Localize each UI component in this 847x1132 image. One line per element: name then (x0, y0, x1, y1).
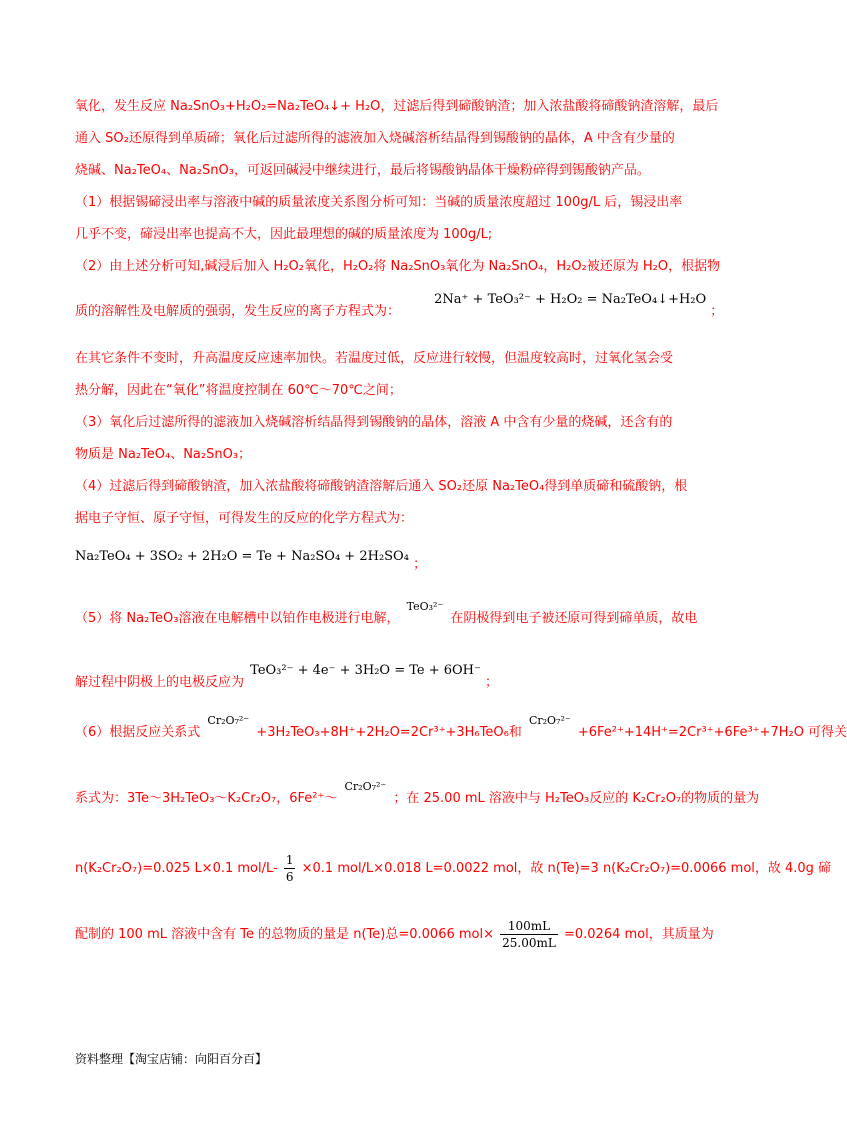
fraction-denominator: 6 (285, 870, 294, 884)
text-line-15 (75, 600, 698, 628)
text-line-11: 物质是 Na₂TeO₄、Na₂SnO₃； (75, 447, 252, 462)
text-line-19 (75, 852, 831, 885)
text-line-13: 据电子守恒、原子守恒，可得发生的反应的化学方程式为： (75, 511, 414, 526)
text-line-2: 通入 SO₂还原得到单质碲；氧化后过滤所得的滤液加入烧碱溶析结晶得到锡酸钠的晶体，A 中含有少量的 (75, 131, 675, 146)
line-7-end: ； (710, 304, 724, 319)
fraction-numerator: 1 (285, 853, 294, 867)
text-line-8: 在其它条件不变时，升高温度反应速率加快。若温度过低，反应进行较慢，但温度较高时，过氧化氢会受 (75, 351, 674, 366)
fraction-volume-denominator: 25.00mL (502, 936, 556, 950)
line-15-text-b: 在阴极得到电子被还原可得到碲单质，故电 (450, 611, 698, 626)
chemical-equation-line (75, 548, 427, 572)
line-19-text-b: ×0.1 mol/L×0.018 L=0.0022 mol，故 n(Te)=3 n(K₂Cr₂O₇)=0.0066 mol，故 4.0g 碲 (301, 861, 832, 876)
line-18-text-b: ；在 25.00 mL 溶液中与 H₂TeO₃反应的 K₂Cr₂O₇的物质的量为 (393, 791, 760, 806)
line-17-text-a: （6）根据反应关系式 (75, 725, 201, 740)
text-line-9: 热分解，因此在“氧化”将温度控制在 60℃～70℃之间； (75, 383, 402, 398)
fraction-one-sixth (284, 852, 296, 885)
text-line-1: 氧化，发生反应 Na₂SnO₃+H₂O₂=Na₂TeO₄↓+ H₂O，过滤后得到碲酸钠渣；加入浓盐酸将碲酸钠渣溶解，最后 (75, 99, 719, 114)
line-16-text: 解过程中阴极上的电极反应为 (75, 675, 245, 690)
text-line-6: （2）由上述分析可知,碱浸后加入 H₂O₂氧化，H₂O₂将 Na₂SnO₃氧化为 Na₂SnO₄，H₂O₂被还原为 H₂O，根据物 (75, 259, 721, 274)
chemical-equation-end: ； (413, 557, 427, 572)
text-line-4: （1）根据锡碲浸出率与溶液中碱的质量浓度关系图分析可知：当碱的质量浓度超过 100g/L 后，锡浸出率 (75, 195, 683, 210)
text-line-17 (75, 714, 847, 742)
line-18-text-a: 系式为：3Te～3H₂TeO₃～K₂Cr₂O₇，6Fe²⁺～ (75, 791, 338, 806)
line-7-text: 质的溶解性及电解质的强弱，发生反应的离子方程式为： (75, 304, 401, 319)
text-line-18 (75, 780, 760, 808)
footer-note: 资料整理【淘宝店铺：向阳百分百】 (75, 1052, 268, 1066)
line-20-text-b: =0.0264 mol，其质量为 (563, 927, 714, 942)
chemical-equation: Na₂TeO₄ + 3SO₂ + 2H₂O = Te + Na₂SO₄ + 2H₂SO₄ (75, 549, 409, 564)
line-16-end: ； (485, 675, 499, 690)
fraction-volume (500, 918, 558, 951)
dichromate-ion: Cr₂O₇²⁻ (207, 714, 250, 727)
fraction-volume-numerator: 100mL (500, 918, 558, 935)
line-17-text-b: +3H₂TeO₃+8H⁺+2H₂O=2Cr³⁺+3H₆TeO₆和 (256, 725, 522, 740)
teo3-ion: TeO₃²⁻ (406, 600, 444, 613)
dichromate-ion-3: Cr₂O₇²⁻ (344, 780, 387, 793)
text-line-7 (75, 292, 724, 321)
cathode-equation: TeO₃²⁻ + 4e⁻ + 3H₂O = Te + 6OH⁻ (250, 663, 481, 678)
text-line-10: （3）氧化后过滤所得的滤液加入烧碱溶析结晶得到锡酸钠的晶体，溶液 A 中含有少量的烧碱，还含有的 (75, 415, 673, 430)
text-line-3: 烧碱、Na₂TeO₄、Na₂SnO₃，可返回碱浸中继续进行，最后将锡酸钠晶体干燥粉碎得到锡酸钠产品。 (75, 163, 650, 178)
text-line-12: （4）过滤后得到碲酸钠渣，加入浓盐酸将碲酸钠渣溶解后通入 SO₂还原 Na₂TeO₄得到单质碲和硫酸钠，根 (75, 479, 688, 494)
text-line-16 (75, 663, 499, 692)
line-15-text-a: （5）将 Na₂TeO₃溶液在电解槽中以铂作电极进行电解， (75, 611, 400, 626)
text-line-5: 几乎不变，碲浸出率也提高不大，因此最理想的碱的质量浓度为 100g/L; (75, 227, 493, 242)
line-17-text-c: +6Fe²⁺+14H⁺=2Cr³⁺+6Fe³⁺+7H₂O 可得关 (577, 725, 847, 740)
dichromate-ion-2: Cr₂O₇²⁻ (528, 714, 571, 727)
text-line-20 (75, 918, 714, 951)
ionic-equation: 2Na⁺ + TeO₃²⁻ + H₂O₂ = Na₂TeO₄↓+H₂O (434, 292, 707, 307)
line-19-text-a: n(K₂Cr₂O₇)=0.025 L×0.1 mol/L- (75, 861, 278, 876)
line-20-text-a: 配制的 100 mL 溶液中含有 Te 的总物质的量是 n(Te)总=0.0066 mol× (75, 927, 494, 942)
